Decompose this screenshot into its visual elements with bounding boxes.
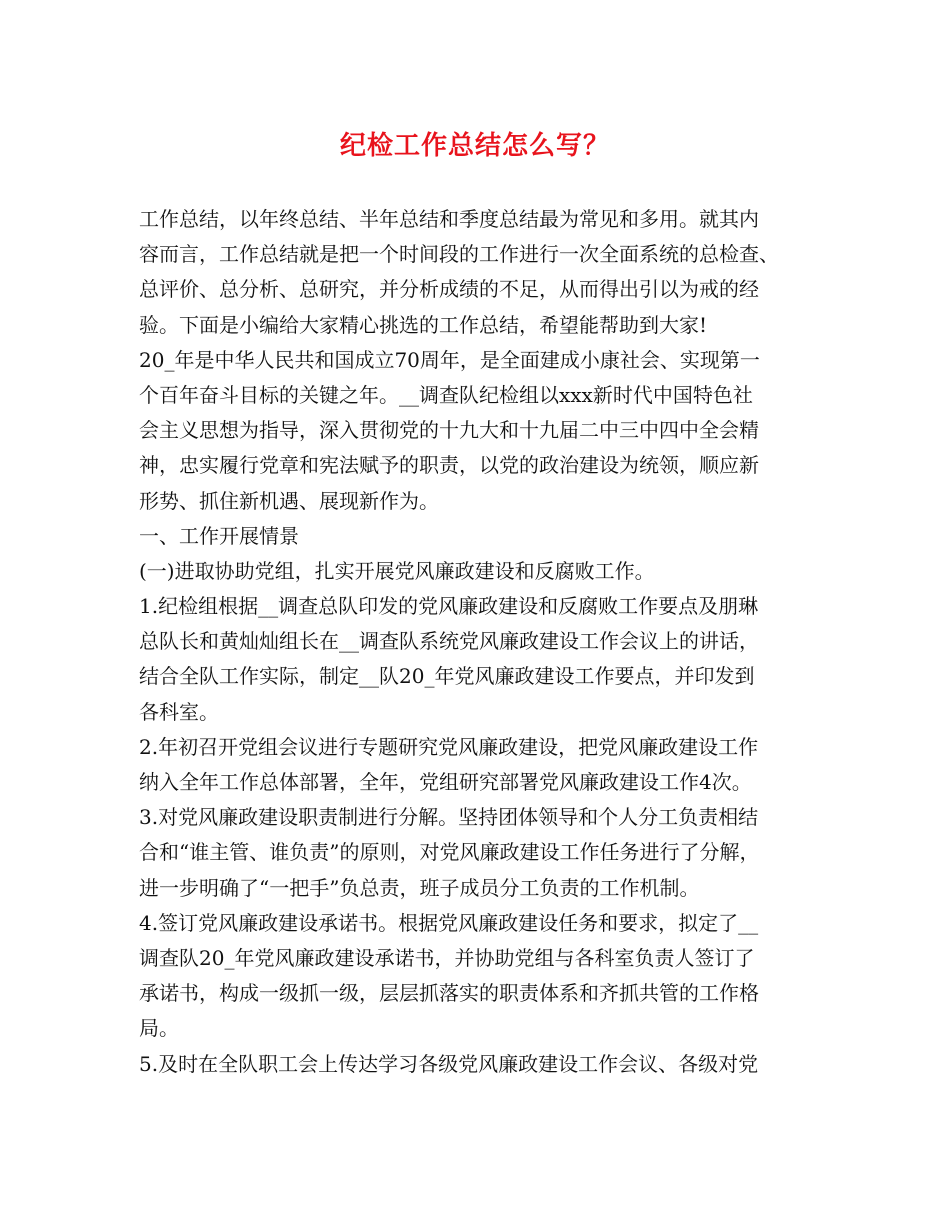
body-line: 局。	[139, 1016, 179, 1041]
body-line: 3.对党风廉政建设职责制进行分解。坚持团体领导和个人分工负责相结	[139, 805, 759, 830]
document-title: 纪检工作总结怎么写？	[339, 131, 610, 161]
body-line: 神，忠实履行党章和宪法赋予的职责，以党的政治建设为统领，顺应新	[139, 453, 759, 478]
body-line: 1.纪检组根据__调查总队印发的党风廉政建设和反腐败工作要点及朋琳	[139, 594, 759, 619]
body-line: 2.年初召开党组会议进行专题研究党风廉政建设，把党风廉政建设工作	[139, 734, 759, 759]
body-line: 总评价、总分析、总研究，并分析成绩的不足，从而得出引以为戒的经	[139, 277, 759, 302]
body-line: 合和“谁主管、谁负责”的原则，对党风廉政建设工作任务进行了分解，	[139, 840, 760, 865]
body-line: 承诺书，构成一级抓一级，层层抓落实的职责体系和齐抓共管的工作格	[139, 981, 759, 1006]
body-line: 纳入全年工作总体部署，全年，党组研究部署党风廉政建设工作4次。	[139, 770, 752, 794]
body-line: 结合全队工作实际，制定__队20_年党风廉政建设工作要点，并印发到	[139, 664, 755, 689]
body-line: 个百年奋斗目标的关键之年。__调查队纪检组以xxx新时代中国特色社	[139, 382, 753, 407]
body-line: 总队长和黄灿灿组长在__调查队系统党风廉政建设工作会议上的讲话，	[139, 629, 759, 654]
body-line: 会主义思想为指导，深入贯彻党的十九大和十九届二中三中四中全会精	[139, 418, 759, 443]
section-heading: 一、工作开展情景	[139, 523, 299, 548]
body-line: 工作总结，以年终总结、半年总结和季度总结最为常见和多用。就其内	[139, 207, 759, 231]
document-body	[139, 202, 829, 1082]
body-line: 4.签订党风廉政建设承诺书。根据党风廉政建设任务和要求，拟定了__	[139, 910, 759, 935]
body-line: 进一步明确了“一把手”负总责，班子成员分工负责的工作机制。	[139, 875, 700, 900]
body-line: 容而言，工作总结就是把一个时间段的工作进行一次全面系统的总检查、	[139, 242, 779, 267]
body-line: 调查队20_年党风廉政建设承诺书，并协助党组与各科室负责人签订了	[139, 945, 755, 970]
subsection-heading: (一)进取协助党组，扎实开展党风廉政建设和反腐败工作。	[139, 558, 655, 583]
body-line: 20_年是中华人民共和国成立70周年，是全面建成小康社会、实现第一	[139, 347, 760, 372]
body-line: 验。下面是小编给大家精心挑选的工作总结，希望能帮助到大家!	[139, 312, 708, 337]
body-line: 形势、抓住新机遇、展现新作为。	[139, 488, 439, 513]
body-line: 各科室。	[139, 699, 219, 724]
body-line: 5.及时在全队职工会上传达学习各级党风廉政建设工作会议、各级对党	[139, 1051, 759, 1076]
